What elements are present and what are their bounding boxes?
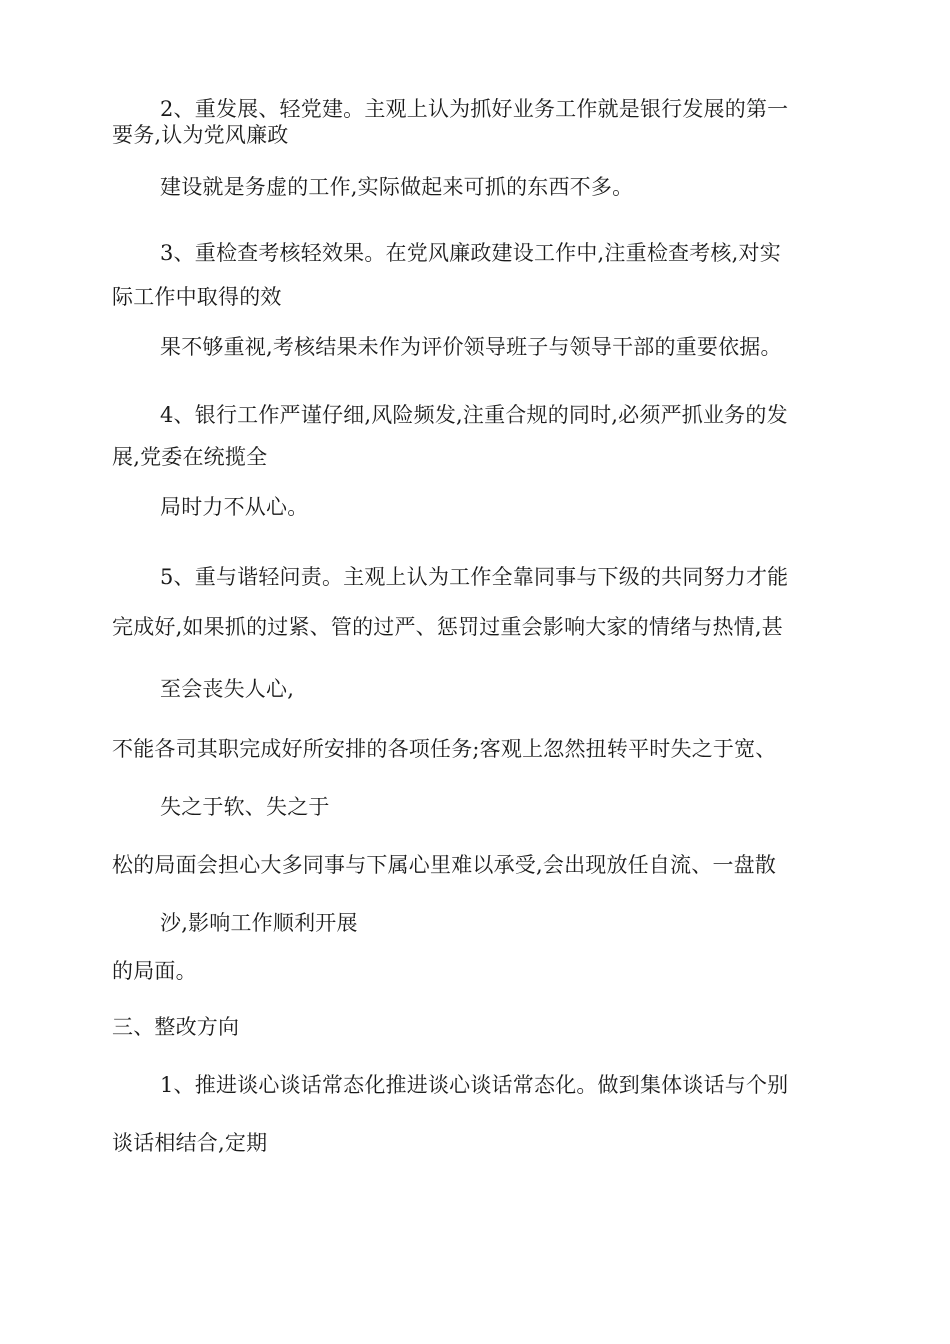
paragraph-5-line-2: 完成好,如果抓的过紧、管的过严、惩罚过重会影响大家的情绪与热情,甚 (112, 615, 783, 639)
paragraph-5-line-3: 至会丧失人心, (160, 677, 295, 701)
paragraph-5-line-5: 失之于软、失之于 (160, 795, 330, 819)
paragraph-3-line-2: 际工作中取得的效 (112, 285, 282, 309)
paragraph-5-line-7: 沙,影响工作顺利开展 (160, 911, 358, 935)
paragraph-3-line-1: 3、重检查考核轻效果。在党风廉政建设工作中,注重检查考核,对实 (160, 241, 781, 265)
paragraph-5-line-6: 松的局面会担心大多同事与下属心里难以承受,会出现放任自流、一盘散 (112, 853, 777, 877)
paragraph-2-line-2: 要务,认为党风廉政 (112, 123, 289, 147)
paragraph-4-line-1: 4、银行工作严谨仔细,风险频发,注重合规的同时,必须严抓业务的发 (160, 403, 788, 427)
paragraph-5-line-8: 的局面。 (112, 959, 197, 983)
rectification-item-1-line-2: 谈话相结合,定期 (112, 1131, 268, 1155)
paragraph-3-line-3: 果不够重视,考核结果未作为评价领导班子与领导干部的重要依据。 (160, 335, 782, 359)
paragraph-2-line-3: 建设就是务虚的工作,实际做起来可抓的东西不多。 (160, 175, 634, 199)
paragraph-5-line-4: 不能各司其职完成好所安排的各项任务;客观上忽然扭转平时失之于宽、 (112, 737, 777, 761)
paragraph-4-line-2: 展,党委在统揽全 (112, 445, 268, 469)
section-heading: 三、整改方向 (112, 1015, 240, 1039)
rectification-item-1-line-1: 1、推进谈心谈话常态化推进谈心谈话常态化。做到集体谈话与个别 (160, 1073, 789, 1097)
paragraph-4-line-3: 局时力不从心。 (160, 495, 309, 519)
paragraph-5-line-1: 5、重与谐轻问责。主观上认为工作全靠同事与下级的共同努力才能 (160, 565, 789, 589)
paragraph-2-line-1: 2、重发展、轻党建。主观上认为抓好业务工作就是银行发展的第一 (160, 97, 789, 121)
